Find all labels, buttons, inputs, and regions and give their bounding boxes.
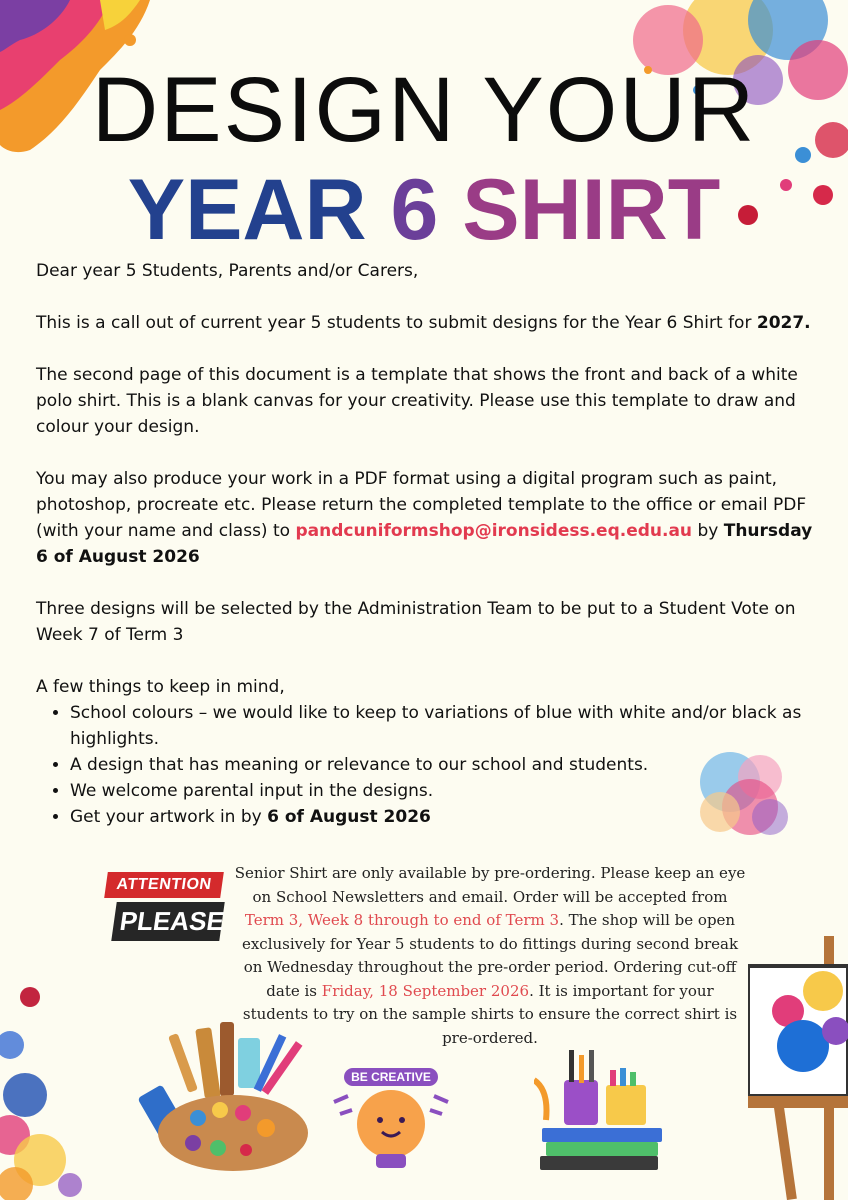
be-creative-label: BE CREATIVE [344,1068,438,1086]
art-palette-illustration [138,1018,314,1178]
tip-4-text: Get your artwork in by [70,807,268,827]
paragraph-submission [36,466,816,570]
headline-word-shirt: SHIRT [462,162,721,258]
paragraph-template: The second page of this document is a template that shows the front and back of a white polo shirt. This is a blank canvas for your creativity. Please use this template to draw and colour your design. [36,365,798,437]
notice-text-3: . It is important for your students to try on the sample shirts to ensure the correct shirt is pre-ordered. [242,981,738,1047]
tip-4-date: 6 of August 2026 [267,807,431,827]
headline-word-year: YEAR [127,162,367,258]
order-period: Term 3, Week 8 through to end of Term 3 [244,911,560,929]
p3-text: You may also produce your work in a PDF format using a digital program such as paint, photoshop, procreate etc. Please return the completed template to the office or email PDF (with your name and class) to [36,469,807,541]
tips-intro: A few things to keep in mind, [36,677,285,697]
p3-by: by [692,521,724,541]
p1-text: This is a call out of current year 5 students to submit designs for the Year 6 Shirt for [36,313,757,333]
paint-splash-bottom-left [0,985,90,1200]
be-creative-sticker [326,1062,456,1182]
headline-line-2 [0,160,848,260]
tip-item [70,804,816,830]
cutoff-date: Friday, 18 September 2026 [321,981,530,1000]
target-year: 2027. [756,313,811,333]
books-pencils-illustration [534,1050,668,1180]
tips-list [36,700,816,830]
headline-line-1: DESIGN YOUR [91,59,757,161]
greeting: Dear year 5 Students, Parents and/or Carers, [36,261,419,281]
attention-please-badge [106,872,227,941]
email-link[interactable]: pandcuniformshop@ironsidess.eq.edu.au [295,521,693,541]
notice-text-2: . The shop will be open exclusively for Year 5 students to do fittings during second break on Wednesday throughout the pre-order period. Ordering cut-off date is [241,911,739,1000]
deadline: Thursday 6 of August 2026 [36,521,813,567]
letter-body [36,258,816,830]
easel-illustration [748,936,848,1200]
paragraph-call-out [36,310,816,336]
tip-item: • School colours – we would like to keep to variations of blue with white and/or black as highlights. [70,700,816,752]
paragraph-selection: Three designs will be selected by the Administration Team to be put to a Student Vote on Week 7 of Term 3 [36,599,796,645]
tip-item: • We welcome parental input in the designs. [70,778,816,804]
tip-item: • A design that has meaning or relevance to our school and students. [70,752,816,778]
notice-text-1: Senior Shirt are only available by pre-ordering. Please keep an eye on School Newsletters and email. Order will be accepted from [234,864,746,906]
please-label: PLEASE [111,902,224,941]
attention-label: ATTENTION [104,872,224,898]
headline-word-6: 6 [390,162,439,258]
